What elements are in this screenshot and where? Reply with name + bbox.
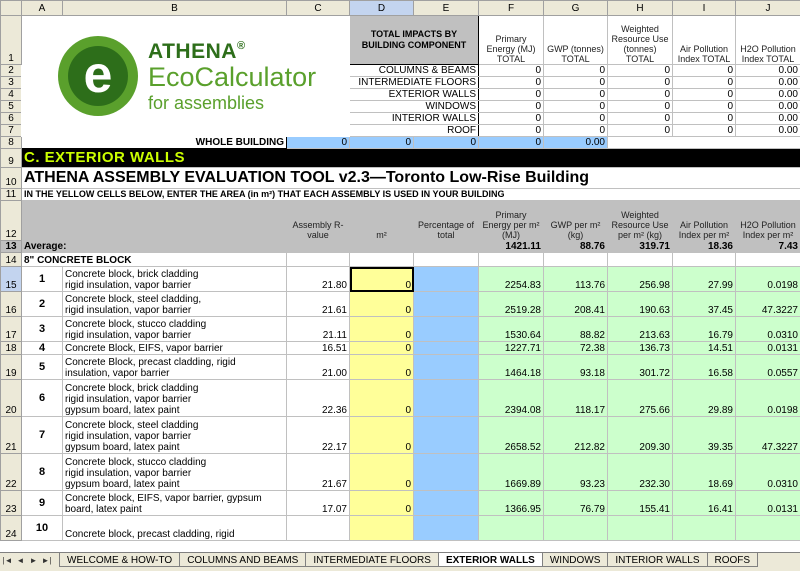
air-pollution-value: 16.79 bbox=[673, 317, 736, 342]
percentage-cell bbox=[414, 355, 479, 380]
area-input-cell[interactable]: 0 bbox=[350, 342, 414, 355]
sheet-row bbox=[1, 342, 800, 355]
primary-energy-value: 1464.18 bbox=[479, 355, 544, 380]
assembly-description-line: gypsum board, latex paint bbox=[65, 479, 180, 490]
sheet-row bbox=[1, 241, 800, 253]
header-resource-use: Weighted Resource Use per m² (kg) bbox=[608, 201, 673, 241]
assembly-r-value: 22.36 bbox=[287, 380, 350, 417]
assembly-description-line: insulation, vapor barrier bbox=[65, 368, 170, 379]
row-header-23[interactable]: 23 bbox=[1, 491, 22, 516]
logo-line2: for assemblies bbox=[148, 92, 265, 113]
sheet-tab-bar bbox=[0, 552, 800, 571]
sheet-tab-welcome-how-to[interactable]: WELCOME & HOW-TO bbox=[59, 553, 180, 567]
summary-value: 0 bbox=[673, 65, 736, 77]
assembly-description-line: board, latex paint bbox=[65, 504, 142, 515]
summary-value: 0 bbox=[544, 113, 608, 125]
summary-value: 0 bbox=[544, 77, 608, 89]
gwp-value: 72.38 bbox=[544, 342, 608, 355]
gwp-value: 208.41 bbox=[544, 292, 608, 317]
area-input-cell[interactable]: 0 bbox=[350, 491, 414, 516]
sheet-tab-columns-and-beams[interactable]: COLUMNS AND BEAMS bbox=[179, 553, 306, 567]
logo-brand-text: ATHENA bbox=[148, 39, 237, 63]
assembly-description bbox=[63, 292, 287, 317]
air-pollution-value: 37.45 bbox=[673, 292, 736, 317]
summary-value: 0 bbox=[479, 125, 544, 137]
assembly-description-line: Concrete block, brick cladding bbox=[65, 269, 199, 280]
cell bbox=[673, 253, 736, 267]
area-input-cell[interactable]: 0 bbox=[350, 380, 414, 417]
row-header-19[interactable]: 19 bbox=[1, 355, 22, 380]
air-pollution-value bbox=[673, 516, 736, 541]
column-header-e[interactable]: E bbox=[414, 1, 479, 16]
air-pollution-value: 18.69 bbox=[673, 454, 736, 491]
area-input-cell[interactable]: 0 bbox=[350, 355, 414, 380]
summary-value: 0 bbox=[608, 77, 673, 89]
cell bbox=[287, 253, 350, 267]
percentage-cell bbox=[414, 292, 479, 317]
assembly-description-line: Concrete block, EIFS, vapor barrier, gypsum bbox=[65, 493, 262, 504]
sheet-nav-button-3[interactable]: ► bbox=[29, 556, 38, 565]
svg-text:e: e bbox=[83, 46, 113, 104]
summary-value: 0 bbox=[673, 101, 736, 113]
summary-value: 0 bbox=[479, 137, 544, 149]
summary-value: 0 bbox=[608, 101, 673, 113]
row-header-5[interactable]: 5 bbox=[1, 101, 22, 113]
sheet-tab-exterior-walls[interactable]: EXTERIOR WALLS bbox=[438, 553, 543, 567]
summary-col-header-3: Weighted Resource Use (tonnes) TOTAL bbox=[608, 16, 673, 65]
assembly-r-value: 21.61 bbox=[287, 292, 350, 317]
sheet-nav-button-4[interactable]: ►| bbox=[41, 556, 52, 565]
summary-label: INTERIOR WALLS bbox=[350, 113, 479, 125]
assembly-description bbox=[63, 380, 287, 417]
row-header-11[interactable]: 11 bbox=[1, 189, 22, 201]
row-header-21[interactable]: 21 bbox=[1, 417, 22, 454]
h2o-pollution-value: 0.0131 bbox=[736, 342, 800, 355]
summary-value: 0 bbox=[673, 89, 736, 101]
summary-value: 0 bbox=[479, 101, 544, 113]
assembly-description bbox=[63, 454, 287, 491]
summary-value: 0 bbox=[608, 113, 673, 125]
logo-brand bbox=[148, 41, 316, 62]
average-value: 319.71 bbox=[608, 241, 673, 253]
h2o-pollution-value: 47.3227 bbox=[736, 292, 800, 317]
select-all-corner[interactable] bbox=[1, 1, 22, 16]
assembly-r-value: 21.67 bbox=[287, 454, 350, 491]
summary-header: TOTAL IMPACTS BY BUILDING COMPONENT bbox=[350, 16, 479, 65]
h2o-pollution-value: 0.0131 bbox=[736, 491, 800, 516]
summary-value: 0 bbox=[479, 77, 544, 89]
gwp-value: 118.17 bbox=[544, 380, 608, 417]
row-header-12[interactable]: 12 bbox=[1, 201, 22, 241]
row-header-22[interactable]: 22 bbox=[1, 454, 22, 491]
assembly-description-line: Concrete block, stucco cladding bbox=[65, 319, 207, 330]
average-value: 1421.11 bbox=[479, 241, 544, 253]
assembly-description-line: Concrete block, brick cladding bbox=[65, 383, 199, 394]
gwp-value: 212.82 bbox=[544, 417, 608, 454]
air-pollution-value: 16.41 bbox=[673, 491, 736, 516]
resource-use-value: 209.30 bbox=[608, 417, 673, 454]
summary-value: 0 bbox=[608, 89, 673, 101]
cell bbox=[414, 253, 479, 267]
assembly-r-value: 21.11 bbox=[287, 317, 350, 342]
summary-value: 0 bbox=[350, 137, 414, 149]
column-header-f[interactable]: F bbox=[479, 1, 544, 16]
summary-label: EXTERIOR WALLS bbox=[350, 89, 479, 101]
resource-use-value: 301.72 bbox=[608, 355, 673, 380]
summary-label: COLUMNS & BEAMS bbox=[350, 65, 479, 77]
gwp-value: 88.82 bbox=[544, 317, 608, 342]
column-header-i[interactable]: I bbox=[673, 1, 736, 16]
summary-col-header-2: GWP (tonnes) TOTAL bbox=[544, 16, 608, 65]
h2o-pollution-value: 0.0557 bbox=[736, 355, 800, 380]
sheet-nav-button-1[interactable]: |◄ bbox=[2, 556, 13, 565]
summary-value: 0 bbox=[544, 65, 608, 77]
assembly-description bbox=[63, 491, 287, 516]
column-header-h[interactable]: H bbox=[608, 1, 673, 16]
gwp-value: 113.76 bbox=[544, 267, 608, 292]
h2o-pollution-value bbox=[736, 516, 800, 541]
assembly-description-line: Concrete Block, EIFS, vapor barrier bbox=[65, 343, 223, 354]
average-value: 88.76 bbox=[544, 241, 608, 253]
assembly-description-line: gypsum board, latex paint bbox=[65, 405, 180, 416]
sheet-nav-button-2[interactable]: ◄ bbox=[16, 556, 25, 565]
sheet-row bbox=[1, 491, 800, 516]
assembly-description-line: gypsum board, latex paint bbox=[65, 442, 180, 453]
summary-col-header-5: H2O Pollution Index TOTAL bbox=[736, 16, 800, 65]
cell bbox=[350, 253, 414, 267]
percentage-cell bbox=[414, 454, 479, 491]
summary-value: 0.00 bbox=[544, 137, 608, 149]
sheet-row bbox=[1, 253, 800, 267]
row-header-3[interactable]: 3 bbox=[1, 77, 22, 89]
summary-col-header-1: Primary Energy (MJ) TOTAL bbox=[479, 16, 544, 65]
gwp-value: 93.18 bbox=[544, 355, 608, 380]
assembly-number: 3 bbox=[22, 317, 63, 342]
assembly-description bbox=[63, 317, 287, 342]
assembly-number: 7 bbox=[22, 417, 63, 454]
row-header-1[interactable]: 1 bbox=[1, 16, 22, 65]
primary-energy-value: 1227.71 bbox=[479, 342, 544, 355]
row-header-18[interactable]: 18 bbox=[1, 342, 22, 355]
row-header-2[interactable]: 2 bbox=[1, 65, 22, 77]
sheet-row bbox=[1, 417, 800, 454]
cell bbox=[608, 253, 673, 267]
air-pollution-value: 14.51 bbox=[673, 342, 736, 355]
assembly-description-line: rigid insulation, vapor barrier bbox=[65, 305, 192, 316]
summary-value: 0 bbox=[608, 125, 673, 137]
percentage-cell bbox=[414, 317, 479, 342]
area-input-cell[interactable]: 0 bbox=[350, 417, 414, 454]
assembly-number: 8 bbox=[22, 454, 63, 491]
primary-energy-value: 2394.08 bbox=[479, 380, 544, 417]
area-input-cell[interactable]: 0 bbox=[350, 454, 414, 491]
resource-use-value: 232.30 bbox=[608, 454, 673, 491]
primary-energy-value: 2519.28 bbox=[479, 292, 544, 317]
average-label: Average: bbox=[22, 241, 479, 253]
assembly-number: 10 bbox=[22, 516, 63, 541]
area-input-cell[interactable]: 0 bbox=[350, 267, 414, 292]
assembly-description-line: rigid insulation, vapor barrier bbox=[65, 330, 192, 341]
sheet-row bbox=[1, 516, 800, 541]
summary-value: 0 bbox=[544, 125, 608, 137]
assembly-description-line: Concrete block, stucco cladding bbox=[65, 457, 207, 468]
percentage-cell bbox=[414, 491, 479, 516]
sheet-row bbox=[1, 168, 800, 189]
average-value: 18.36 bbox=[673, 241, 736, 253]
h2o-pollution-value: 0.0310 bbox=[736, 454, 800, 491]
summary-label: ROOF bbox=[350, 125, 479, 137]
row-header-13[interactable]: 13 bbox=[1, 241, 22, 253]
header-m2: m² bbox=[350, 201, 414, 241]
summary-label: WINDOWS bbox=[350, 101, 479, 113]
summary-value: 0.00 bbox=[736, 113, 800, 125]
assembly-r-value: 21.00 bbox=[287, 355, 350, 380]
summary-value: 0.00 bbox=[736, 65, 800, 77]
assembly-number: 4 bbox=[22, 342, 63, 355]
primary-energy-value: 2658.52 bbox=[479, 417, 544, 454]
sheet-tab-interior-walls[interactable]: INTERIOR WALLS bbox=[607, 553, 707, 567]
row-header-7[interactable]: 7 bbox=[1, 125, 22, 137]
percentage-cell bbox=[414, 417, 479, 454]
assembly-description-line: rigid insulation, vapor barrier bbox=[65, 394, 192, 405]
assembly-number: 6 bbox=[22, 380, 63, 417]
row-header-20[interactable]: 20 bbox=[1, 380, 22, 417]
assembly-description-line: rigid insulation, vapor barrier bbox=[65, 431, 192, 442]
percentage-cell bbox=[414, 380, 479, 417]
air-pollution-value: 16.58 bbox=[673, 355, 736, 380]
sheet-row bbox=[1, 292, 800, 317]
assembly-description bbox=[63, 342, 287, 355]
sheet-row bbox=[1, 149, 800, 168]
logo-area bbox=[22, 16, 350, 137]
air-pollution-value: 27.99 bbox=[673, 267, 736, 292]
assembly-description bbox=[63, 417, 287, 454]
assembly-number: 2 bbox=[22, 292, 63, 317]
summary-value: 0 bbox=[673, 125, 736, 137]
sheet-row bbox=[1, 137, 800, 149]
sheet-row bbox=[1, 267, 800, 292]
assembly-r-value bbox=[287, 516, 350, 541]
sheet-tab-intermediate-floors[interactable]: INTERMEDIATE FLOORS bbox=[305, 553, 439, 567]
gwp-value: 76.79 bbox=[544, 491, 608, 516]
summary-value: 0.00 bbox=[736, 89, 800, 101]
h2o-pollution-value: 0.0310 bbox=[736, 317, 800, 342]
assembly-description-line: rigid insulation, vapor barrier bbox=[65, 280, 192, 291]
assembly-description bbox=[63, 355, 287, 380]
sheet-row bbox=[1, 201, 800, 241]
percentage-cell bbox=[414, 342, 479, 355]
assembly-number: 1 bbox=[22, 267, 63, 292]
sheet-row bbox=[1, 189, 800, 201]
summary-value: 0.00 bbox=[736, 125, 800, 137]
resource-use-value: 136.73 bbox=[608, 342, 673, 355]
sheet-row bbox=[1, 380, 800, 417]
air-pollution-value: 39.35 bbox=[673, 417, 736, 454]
column-header-b[interactable]: B bbox=[63, 1, 287, 16]
section-title: C. EXTERIOR WALLS bbox=[22, 149, 800, 168]
header-air-pollution: Air Pollution Index per m² bbox=[673, 201, 736, 241]
summary-col-header-4: Air Pollution Index TOTAL bbox=[673, 16, 736, 65]
assembly-description-line: Concrete block, steel cladding bbox=[65, 420, 199, 431]
sheet-row bbox=[1, 317, 800, 342]
primary-energy-value: 1366.95 bbox=[479, 491, 544, 516]
sheet-tab-windows[interactable]: WINDOWS bbox=[542, 553, 609, 567]
athena-logo bbox=[22, 17, 349, 135]
assembly-r-value: 22.17 bbox=[287, 417, 350, 454]
row-header-24[interactable]: 24 bbox=[1, 516, 22, 541]
resource-use-value: 256.98 bbox=[608, 267, 673, 292]
column-header-g[interactable]: G bbox=[544, 1, 608, 16]
assembly-description-line: Concrete Block, precast cladding, rigid bbox=[65, 357, 236, 368]
column-headers bbox=[1, 1, 800, 16]
row-header-9[interactable]: 9 bbox=[1, 149, 22, 168]
logo-reg-mark: ® bbox=[236, 39, 246, 52]
row-header-6[interactable]: 6 bbox=[1, 113, 22, 125]
resource-use-value: 275.66 bbox=[608, 380, 673, 417]
assembly-description bbox=[63, 516, 287, 541]
assembly-description bbox=[63, 267, 287, 292]
row-header-15[interactable]: 15 bbox=[1, 267, 22, 292]
summary-value: 0 bbox=[479, 65, 544, 77]
primary-energy-value: 1530.64 bbox=[479, 317, 544, 342]
assembly-number: 9 bbox=[22, 491, 63, 516]
row-header-17[interactable]: 17 bbox=[1, 317, 22, 342]
column-header-d[interactable]: D bbox=[350, 1, 414, 16]
h2o-pollution-value: 0.0198 bbox=[736, 267, 800, 292]
header-percentage: Percentage of total bbox=[414, 201, 479, 241]
cell bbox=[544, 253, 608, 267]
percentage-cell bbox=[414, 267, 479, 292]
group-label: 8" CONCRETE BLOCK bbox=[22, 253, 287, 267]
column-header-j[interactable]: J bbox=[736, 1, 800, 16]
row-header-8[interactable]: 8 bbox=[1, 137, 22, 149]
summary-value: 0.00 bbox=[736, 101, 800, 113]
summary-value: 0 bbox=[414, 137, 479, 149]
assembly-r-value: 16.51 bbox=[287, 342, 350, 355]
column-header-a[interactable]: A bbox=[22, 1, 63, 16]
summary-value: 0 bbox=[673, 77, 736, 89]
area-input-cell[interactable] bbox=[350, 516, 414, 541]
average-value: 7.43 bbox=[736, 241, 800, 253]
header-primary-energy: Primary Energy per m² (MJ) bbox=[479, 201, 544, 241]
area-input-cell[interactable]: 0 bbox=[350, 292, 414, 317]
h2o-pollution-value: 0.0198 bbox=[736, 380, 800, 417]
summary-value: 0 bbox=[479, 113, 544, 125]
resource-use-value: 213.63 bbox=[608, 317, 673, 342]
athena-e-icon bbox=[56, 34, 140, 118]
sheet-tab-roofs[interactable]: ROOFS bbox=[707, 553, 759, 567]
primary-energy-value bbox=[479, 516, 544, 541]
tool-title: ATHENA ASSEMBLY EVALUATION TOOL v2.3—Toronto Low-Rise Building bbox=[22, 168, 800, 189]
header-r-value: Assembly R-value bbox=[287, 201, 350, 241]
summary-value: 0 bbox=[479, 89, 544, 101]
primary-energy-value: 1669.89 bbox=[479, 454, 544, 491]
sheet-row bbox=[1, 454, 800, 491]
resource-use-value: 155.41 bbox=[608, 491, 673, 516]
instruction-text: IN THE YELLOW CELLS BELOW, ENTER THE AREA (in m²) THAT EACH ASSEMBLY IS USED IN YOUR BUILDING bbox=[22, 189, 800, 201]
column-header-c[interactable]: C bbox=[287, 1, 350, 16]
header-blank bbox=[22, 201, 63, 241]
summary-value: 0 bbox=[544, 89, 608, 101]
primary-energy-value: 2254.83 bbox=[479, 267, 544, 292]
cell bbox=[479, 253, 544, 267]
cell bbox=[736, 253, 800, 267]
assembly-description-line: Concrete block, precast cladding, rigid bbox=[65, 529, 235, 540]
summary-label: INTERMEDIATE FLOORS bbox=[350, 77, 479, 89]
header-blank bbox=[63, 201, 287, 241]
header-h2o-pollution: H2O Pollution Index per m² bbox=[736, 201, 800, 241]
assembly-number: 5 bbox=[22, 355, 63, 380]
sheet-row bbox=[1, 355, 800, 380]
row-header-10[interactable]: 10 bbox=[1, 168, 22, 189]
sheet-row bbox=[1, 16, 800, 65]
row-header-16[interactable]: 16 bbox=[1, 292, 22, 317]
summary-value: 0.00 bbox=[736, 77, 800, 89]
assembly-description-line: rigid insulation, vapor barrier bbox=[65, 468, 192, 479]
resource-use-value bbox=[608, 516, 673, 541]
summary-value: 0 bbox=[608, 65, 673, 77]
percentage-cell bbox=[414, 516, 479, 541]
air-pollution-value: 29.89 bbox=[673, 380, 736, 417]
row-header-14[interactable]: 14 bbox=[1, 253, 22, 267]
summary-value: 0 bbox=[544, 101, 608, 113]
header-gwp: GWP per m² (kg) bbox=[544, 201, 608, 241]
summary-label: WHOLE BUILDING bbox=[22, 137, 287, 149]
h2o-pollution-value: 47.3227 bbox=[736, 417, 800, 454]
area-input-cell[interactable]: 0 bbox=[350, 317, 414, 342]
summary-value: 0 bbox=[287, 137, 350, 149]
logo-line1: EcoCalculator bbox=[148, 61, 317, 92]
assembly-description-line: Concrete block, steel cladding, bbox=[65, 294, 202, 305]
assembly-r-value: 21.80 bbox=[287, 267, 350, 292]
resource-use-value: 190.63 bbox=[608, 292, 673, 317]
assembly-r-value: 17.07 bbox=[287, 491, 350, 516]
gwp-value: 93.23 bbox=[544, 454, 608, 491]
sheet-nav-buttons bbox=[0, 553, 60, 566]
row-header-4[interactable]: 4 bbox=[1, 89, 22, 101]
summary-value: 0 bbox=[673, 113, 736, 125]
gwp-value bbox=[544, 516, 608, 541]
